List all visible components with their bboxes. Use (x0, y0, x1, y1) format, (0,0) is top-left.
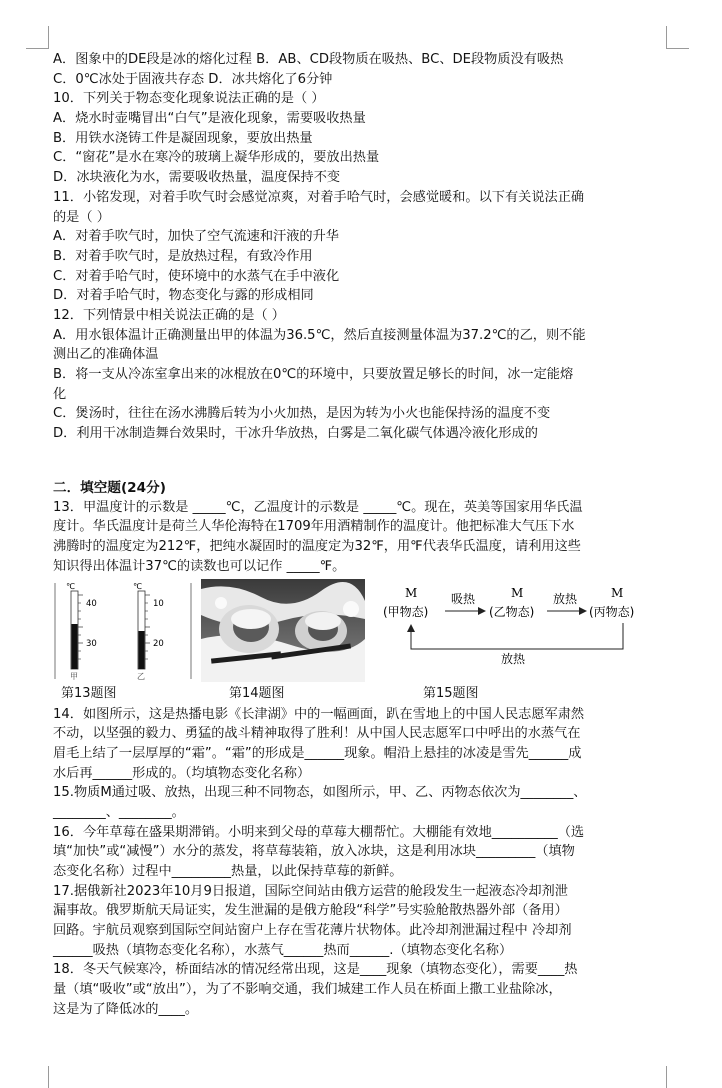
corner-mark-top-right (666, 26, 689, 49)
text-line: A．图象中的DE段是冰的熔化过程 B．AB、CD段物质在吸热、BC、DE段物质没有吸热 (53, 52, 564, 67)
thermometer-left-tick: 30 (86, 638, 97, 649)
text-line: A．对着手吹气时，加快了空气流速和汗液的升华 (53, 229, 339, 245)
text-line: 水后再______形成的。（均填物态变化名称） (53, 765, 311, 781)
question-15: 15.物质M通过吸、放热，出现三种不同物态，如图所示，甲、乙、丙物态依次为________、 (53, 785, 587, 801)
text-line: 化 (53, 386, 67, 402)
text-line: D．利用干冰制造舞台效果时，干冰升华放热，白雾是二氧化碳气体遇冷液化形成的 (53, 426, 538, 442)
text-line: B．将一支从冷冻室拿出来的冰棍放在0℃的环境中，只要放置足够长的时间，冰一定能熔 (53, 367, 574, 382)
state-m-1: M (405, 585, 418, 600)
section-title: 二．填空题(24分) (53, 479, 166, 496)
thermometer-left-label: 甲 (70, 671, 78, 681)
text-line: 眉毛上结了一层厚厚的“霜”。“霜”的形成是______现象。帽沿上悬挂的冰凌是雪先______成 (53, 745, 582, 761)
text-line: 量（填“吸收”或“放出”），为了不影响交通，我们城建工作人员在桥面上撒工业盐除冰， (53, 982, 562, 998)
question-17: 17.据俄新社2023年10月9日报道，国际空间站由俄方运营的舱段发生一起液态冷却剂泄 (53, 883, 568, 899)
text-line: C．煲汤时，往往在汤水沸腾后转为小火加热，是因为转为小火也能保持汤的温度不变 (53, 406, 551, 422)
question-11: 11．小铭发现，对着手吹气时会感觉凉爽，对着手哈气时，会感觉暖和。以下有关说法正确 (53, 189, 585, 205)
text-line: C．“窗花”是水在寒冷的玻璃上凝华形成的，要放出热量 (53, 150, 380, 166)
text-line: 沸腾时的温度定为212℉，把纯水凝固时的温度定为32℉，用℉代表华氏温度，请利用这些 (53, 539, 581, 555)
thermometer-left-tick: 40 (86, 598, 97, 609)
caption-figure-14: 第14题图 (229, 685, 285, 701)
text-line: 填“加快”或“减慢”）水分的蒸发，将草莓装箱，放入冰块，这是利用冰块_________（填物 (53, 844, 575, 860)
text-line: 这是为了降低冰的____。 (53, 1001, 199, 1017)
caption-figure-15: 第15题图 (423, 685, 479, 701)
text-line: ______吸热（填物态变化名称），水蒸气______热而______.（填物态变化名称） (53, 942, 513, 958)
text-line: C．对着手哈气时，使环境中的水蒸气在手中液化 (53, 268, 340, 284)
text-line: B．对着手吹气时，是放热过程，有致冷作用 (53, 248, 313, 264)
text-line: 度计。华氏温度计是荷兰人华伦海特在1709年用酒精制作的温度计。他把标准大气压下水 (53, 519, 575, 535)
state-label-3: (丙物态) (589, 604, 635, 619)
text-line: A．烧水时壶嘴冒出“白气”是液化现象，需要吸收热量 (53, 111, 366, 127)
thermometer-right-tick: 20 (153, 638, 164, 649)
question-12: 12．下列情景中相关说法正确的是（ ） (53, 307, 285, 323)
text-line: 测出乙的准确体温 (53, 347, 159, 363)
text-line: A．用水银体温计正确测量出甲的体温为36.5℃，然后直接测量体温为37.2℃的乙，则不能 (53, 327, 586, 343)
arrow-label-release: 放热 (553, 591, 578, 606)
text-line: B．用铁水浇铸工件是凝固现象，要放出热量 (53, 130, 313, 146)
text-line: 态变化名称）过程中_________热量，以此保持草莓的新鲜。 (53, 864, 403, 879)
text-line: D．冰块液化为水，需要吸收热量，温度保持不变 (53, 170, 341, 186)
caption-figure-13: 第13题图 (61, 685, 117, 701)
state-m-2: M (511, 585, 524, 600)
question-16: 16．今年草莓在盛果期滞销。小明来到父母的草莓大棚帮忙。大棚能有效地__________（选 (53, 824, 585, 840)
text-line: 不动，以坚强的毅力、勇猛的战斗精神取得了胜利！从中国人民志愿军口中呼出的水蒸气在 (53, 726, 581, 742)
exam-page-content (53, 50, 665, 1020)
state-cycle-diagram (381, 579, 665, 665)
state-label-2: (乙物态) (489, 604, 535, 619)
question-14: 14．如图所示，这是热播电影《长津湖》中的一幅画面，趴在雪地上的中国人民志愿军肃然 (53, 706, 585, 722)
figures-row (53, 579, 665, 705)
text-line: 漏事故。俄罗斯航天局证实，发生泄漏的是俄方舱段“科学”号实验舱散热器外部（备用） (53, 903, 568, 919)
text-line: 知识得出体温计37℃的读数也可以记作 _____℉。 (53, 558, 346, 574)
text-line: C．0℃冰处于固液共存态 D．冰共熔化了6分钟 (53, 71, 333, 87)
question-10: 10．下列关于物态变化现象说法正确的是（ ） (53, 91, 325, 107)
question-18: 18．冬天气候寒冷，桥面结冰的情况经常出现，这是____现象（填物态变化），需要____热 (53, 962, 578, 978)
thermometer-right-tick: 10 (153, 598, 164, 609)
state-m-3: M (611, 585, 624, 600)
text-line: 的是（ ） (53, 209, 110, 225)
arrow-label-release-back: 放热 (501, 651, 526, 665)
text-line: ________、________。 (53, 804, 185, 820)
thermometer-right-label: 乙 (137, 671, 145, 681)
corner-mark-top-left (26, 26, 49, 49)
corner-mark-bottom-right (666, 1066, 689, 1088)
movie-still-image (201, 579, 365, 682)
question-13: 13．甲温度计的示数是 _____℃，乙温度计的示数是 _____℃。现在，英美等国家用华氏温 (53, 499, 583, 515)
thermometer-left-unit: ℃ (66, 581, 75, 591)
arrow-label-absorb: 吸热 (451, 591, 476, 606)
text-line: 回路。宇航员观察到国际空间站窗户上存在雪花薄片状物体。此冷却剂泄漏过程中 冷却剂 (53, 923, 572, 939)
state-label-1: (甲物态) (383, 604, 429, 619)
corner-mark-bottom-left (26, 1066, 49, 1088)
thermometer-figure (53, 579, 193, 683)
thermometer-right-unit: ℃ (133, 581, 142, 591)
text-line: D．对着手哈气时，物态变化与露的形成相同 (53, 288, 314, 304)
